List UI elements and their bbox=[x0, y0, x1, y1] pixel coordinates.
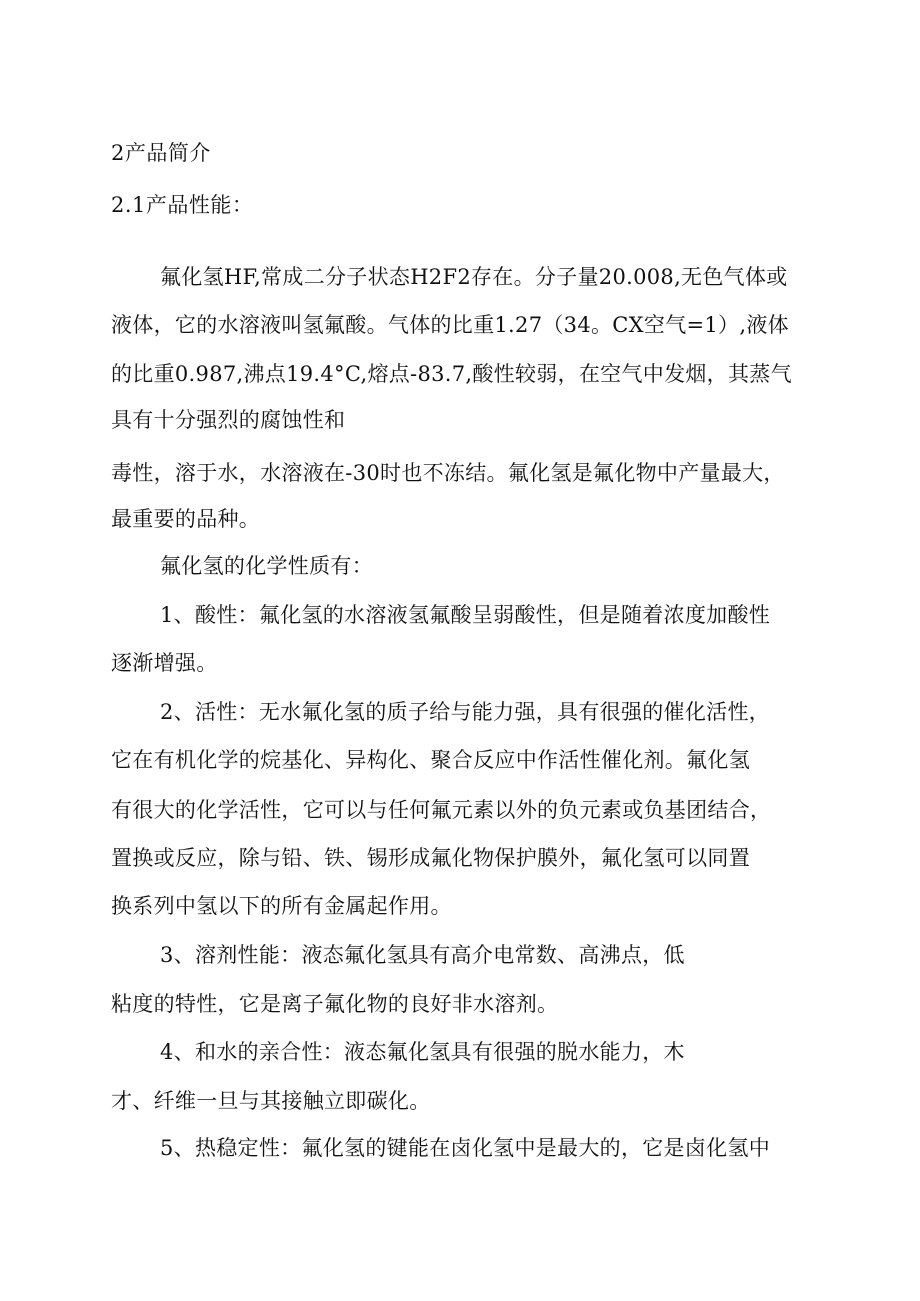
item4-line-2: 才、纤维一旦与其接触立即碳化。 bbox=[111, 1089, 431, 1113]
chem-intro: 氟化氢的化学性质有： bbox=[160, 554, 373, 578]
item1-line-2: 逐渐增强。 bbox=[111, 651, 218, 675]
subsection-heading: 2.1产品性能： bbox=[111, 193, 254, 217]
para1-line-2: 液体，它的水溶液叫氢氟酸。气体的比重1.27（34。CX空气=1）,液体 bbox=[111, 313, 789, 337]
item3-line-2: 粘度的特性，它是离子氟化物的良好非水溶剂。 bbox=[111, 992, 559, 1016]
item2-line-2: 它在有机化学的烷基化、异构化、聚合反应中作活性催化剂。氟化氢 bbox=[111, 748, 750, 772]
para1-line-5: 毒性，溶于水，水溶液在-30时也不冻结。氟化氢是氟化物中产量最大， bbox=[111, 461, 785, 485]
item5-line-1: 5、热稳定性：氟化氢的键能在卤化氢中是最大的，它是卤化氢中 bbox=[160, 1136, 771, 1160]
item1-line-1: 1、酸性：氟化氢的水溶液氢氟酸呈弱酸性，但是随着浓度加酸性 bbox=[160, 603, 771, 627]
item2-line-4: 置换或反应，除与铅、铁、锡形成氟化物保护膜外，氟化氢可以同置 bbox=[111, 846, 750, 870]
item2-line-3: 有很大的化学活性，它可以与任何氟元素以外的负元素或负基团结合， bbox=[111, 798, 772, 822]
item2-line-5: 换系列中氢以下的所有金属起作用。 bbox=[111, 894, 452, 918]
para1-line-6: 最重要的品种。 bbox=[111, 507, 261, 531]
item2-line-1: 2、活性：无水氟化氢的质子给与能力强，具有很强的催化活性， bbox=[160, 700, 771, 724]
para1-line-3: 的比重0.987,沸点19.4°C,熔点-83.7,酸性较弱，在空气中发烟，其蒸气 bbox=[111, 362, 792, 386]
para1-line-1: 氟化氢HF,常成二分子状态H2F2存在。分子量20.008,无色气体或 bbox=[160, 265, 788, 289]
item3-line-1: 3、溶剂性能：液态氟化氢具有高介电常数、高沸点，低 bbox=[160, 943, 685, 967]
section-heading: 2产品简介 bbox=[111, 141, 211, 165]
para1-line-4: 具有十分强烈的腐蚀性和 bbox=[111, 408, 346, 432]
item4-line-1: 4、和水的亲合性：液态氟化氢具有很强的脱水能力，木 bbox=[160, 1040, 685, 1064]
